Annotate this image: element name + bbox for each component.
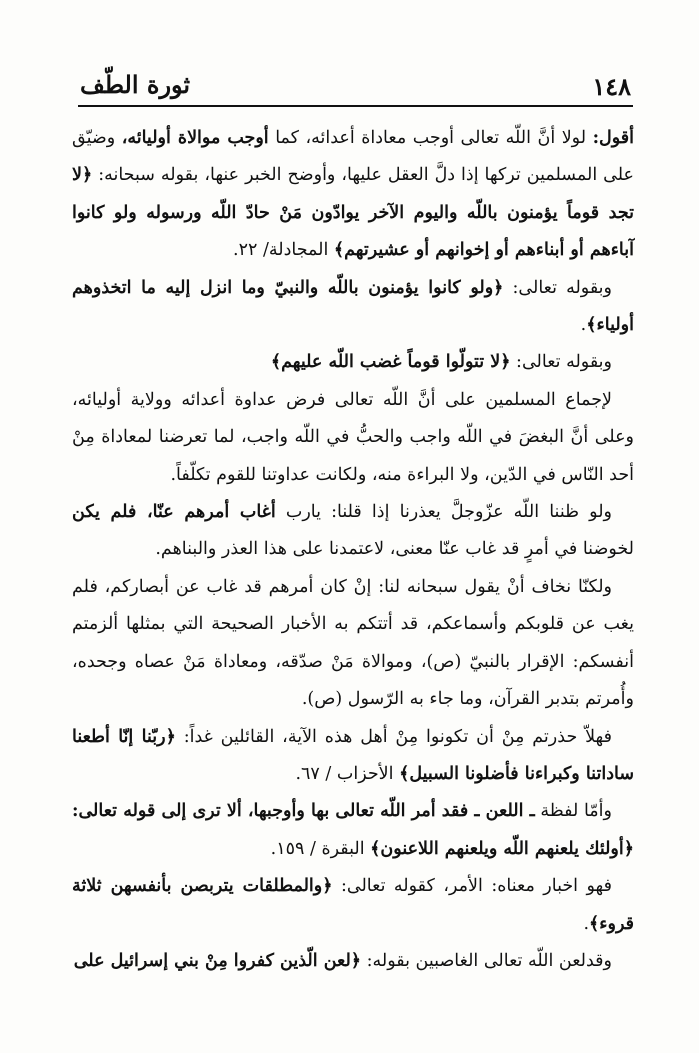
paragraph: [72, 868, 634, 943]
bold-text-segment: ﴿لا تجد قوماً يؤمنون باللّه واليوم الآخر يوادّون مَنْ حادّ اللّه ورسوله ولو كانوا آباءهم أو أبناءهم أو إخوانهم أو عشيرتهم﴾: [72, 165, 634, 261]
text-segment: لخوضنا في أمرٍ قد غاب عنّا معنى، لاعتمدنا على هذا العذر والبناهم.: [155, 539, 634, 560]
paragraph: [72, 344, 634, 381]
bold-text-segment: أوجب موالاة أوليائه،: [121, 128, 269, 148]
paragraph: [72, 382, 634, 494]
text-segment: وضيّق على المسلمين تركها إذا دلَّ العقل عليها، وأوضح الخبر عنها، بقوله سبحانه:: [72, 128, 634, 186]
bold-text-segment: ﴿والمطلقات يتربصن بأنفسهن ثلاثة قروء﴾: [72, 876, 634, 934]
bold-text-segment: ﴿لعن الّذين كفروا مِنْ بني إسرائيل على: [73, 950, 362, 971]
bold-text-segment: أقول:: [592, 128, 635, 148]
page-header: [78, 64, 633, 104]
text-segment: ولكنّا نخاف أنْ يقول سبحانه لنا: إنْ كان أمرهم قد غاب عن أبصاركم، فلم يغب عن قلوبكم وأسماعكم، قد أتتكم به الأخبار الصحيحة التي بمثلها ألزمتم أنفسكم: الإقرار بالنبيّ (ص)، وموالاة مَنْ صدّقه، ومعاداة مَنْ عصاه وجحده، وأُمرتم بتدبر القرآن، وما جاء به الرّسول (ص).: [72, 576, 634, 710]
bold-text-segment: ﴿ولو كانوا يؤمنون باللّه والنبيّ وما انزل إليه ما اتخذوهم أولياء﴾: [72, 277, 634, 336]
paragraph: [72, 569, 634, 719]
page-number: ١٤٨: [592, 72, 631, 101]
bold-text-segment: ﴿ربّنا إنّا أطعنا ساداتنا وكبراءنا فأضلونا السبيل﴾: [72, 726, 634, 784]
text-segment: فهو اخبار معناه: الأمر، كقوله تعالى:: [332, 876, 612, 897]
text-segment: لولا أنَّ اللّه تعالى أوجب معاداة أعدائه، كما: [268, 128, 593, 148]
text-segment: وبقوله تعالى:: [510, 352, 612, 373]
paragraph: [72, 494, 634, 569]
text-segment: وقدلعن اللّه تعالى الغاصبين بقوله:: [361, 950, 612, 971]
text-segment: .: [583, 913, 590, 934]
text-segment: البقرة / ١٥٩.: [270, 838, 371, 859]
text-segment: .: [580, 315, 587, 336]
page-body: [72, 120, 634, 980]
text-segment: وبقوله تعالى:: [503, 277, 613, 298]
bold-text-segment: أغاب أمرهم عنّا، فلم يكن: [72, 502, 276, 523]
bold-text-segment: ﴿لا تتولّوا قوماً غضب اللّه عليهم﴾: [270, 352, 511, 373]
paragraph: [72, 719, 634, 794]
text-segment: وأمّا لفظة: [534, 801, 612, 822]
text-segment: ولو ظننا اللّه عزّوجلَّ يعذرنا إذا قلنا: يارب: [275, 502, 612, 523]
header-divider: [78, 105, 633, 107]
paragraph: [72, 943, 634, 980]
bold-text-segment: ـ اللعن ـ فقد أمر اللّه تعالى بها وأوجبها، ألا ترى إلى قوله تعالى:: [72, 801, 535, 822]
text-segment: فهلاّ حذرتم مِنْ أن تكونوا مِنْ أهل هذه الآية، القائلين غداً:: [175, 726, 612, 747]
paragraph: [72, 270, 634, 345]
chapter-title: ثورة الطّف: [80, 70, 191, 99]
text-segment: لإجماع المسلمين على أنَّ اللّه تعالى فرض عداوة أعدائه وولاية أوليائه، وعلى أنَّ البغضَ في اللّه واجب والحبُّ في اللّه واجب، لما تعرضنا لمعاداة مِنْ أحد النّاس في الدّين، ولا البراءة منه، ولكانت عداوتنا للقوم تكلّفاً.: [72, 389, 634, 485]
text-segment: الأحزاب / ٦٧.: [295, 763, 400, 784]
paragraph: [72, 793, 634, 868]
bold-text-segment: ﴿أولئك يلعنهم اللّه ويلعنهم اللاعنون﴾: [370, 838, 634, 859]
paragraph: [72, 120, 634, 270]
text-segment: المجادلة/ ٢٢.: [233, 240, 334, 261]
